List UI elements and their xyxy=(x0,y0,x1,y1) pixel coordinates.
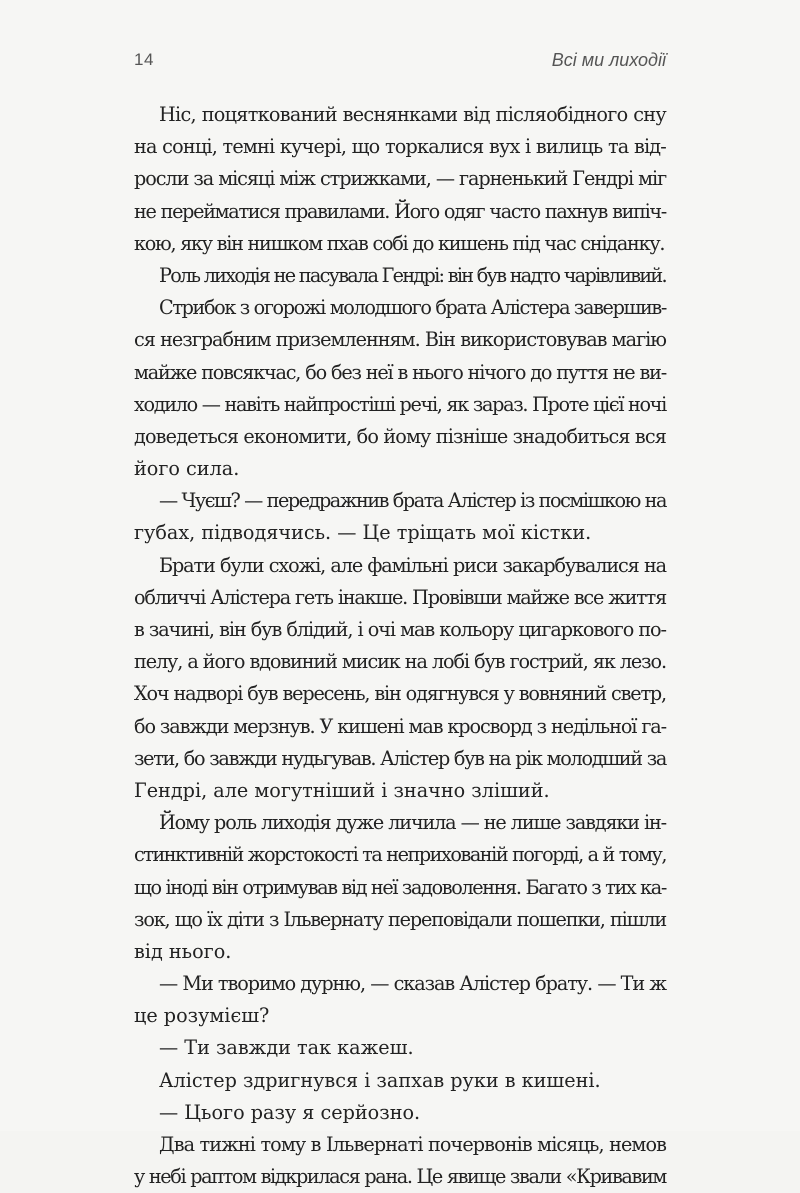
text-line: — Цього разу я серйозно. xyxy=(159,1100,421,1124)
text-line: Йому роль лиходія дуже личила — не лише завдяки ін- xyxy=(159,811,666,835)
text-line: в зачині, він був блідий, і очі мав кольору цигаркового по- xyxy=(134,618,666,641)
text-line: Хоч надворі був вересень, він одягнувся у вовняний светр, xyxy=(134,682,666,706)
text-line: доведеться економити, бо йому пізніше знадобиться вся xyxy=(134,424,666,448)
text-line: кою, яку він нишком пхав собі до кишень під час сніданку. xyxy=(134,231,665,255)
text-line: пелу, а його вдовиний мисик на лобі був гострий, як лезо. xyxy=(134,650,666,674)
text-line: у небі раптом відкрилася рана. Це явище звали «Кривавим xyxy=(134,1165,666,1189)
text-line: Два тижні тому в Ільвернаті почервонів місяць, немов xyxy=(159,1133,666,1156)
body-text xyxy=(134,99,666,1193)
text-line: росли за місяці між стрижками, — гарненький Гендрі міг xyxy=(134,167,667,191)
text-line: бо завжди мерзнув. У кишені мав кросворд з недільної га- xyxy=(134,714,666,738)
text-line: від нього. xyxy=(134,939,232,963)
running-title: Всі ми лиходії xyxy=(551,50,666,70)
text-line: майже повсякчас, бо без неї в нього нічого до пуття не ви- xyxy=(134,360,666,384)
text-line: — Ти завжди так кажеш. xyxy=(159,1036,414,1060)
text-line: стинктивній жорстокості та неприхованій погорді, а й тому, xyxy=(134,843,666,867)
text-line: це розумієш? xyxy=(134,1004,270,1028)
text-line: зок, що їх діти з Ільвернату переповідали пошепки, пішли xyxy=(134,907,666,931)
text-line: Брати були схожі, але фамільні риси закарбувалися на xyxy=(159,553,666,577)
text-line: його сила. xyxy=(134,457,240,481)
text-line: — Чуєш? — передражнив брата Алістер із посмішкою на xyxy=(159,489,666,513)
text-line: не перейматися правилами. Його одяг часто пахнув випіч- xyxy=(134,199,666,223)
text-line: Ніс, поцяткований веснянками від післяобідного сну xyxy=(159,103,666,126)
text-line: — Ми творимо дурню, — сказав Алістер брату. — Ти ж xyxy=(159,972,666,996)
text-line: Роль лиходія не пасувала Гендрі: він був надто чарівливий. xyxy=(159,263,666,287)
text-line: ся незграбним приземленням. Він використовував магію xyxy=(134,328,666,352)
text-line: обличчі Алістера геть інакше. Провівши майже все життя xyxy=(134,585,666,609)
text-line: що іноді він отримував від неї задоволення. Багато з тих ка- xyxy=(134,875,666,899)
text-line: Алістер здригнувся і запхав руки в кишені. xyxy=(159,1068,601,1092)
page-number: 14 xyxy=(134,50,154,69)
text-line: Стрибок з огорожі молодшого брата Алістера завершив- xyxy=(159,296,667,320)
text-line: Гендрі, але могутніший і значно зліший. xyxy=(134,778,550,802)
text-line: зети, бо завжди нудьгував. Алістер був на рік молодший за xyxy=(134,746,666,770)
text-line: ходило — навіть найпростіші речі, як зараз. Проте цієї ночі xyxy=(134,392,666,416)
text-line: на сонці, темні кучері, що торкалися вух і вилиць та від- xyxy=(134,135,666,159)
text-line: губах, підводячись. — Це тріщать мої кістки. xyxy=(134,521,592,545)
page-header xyxy=(134,50,666,80)
